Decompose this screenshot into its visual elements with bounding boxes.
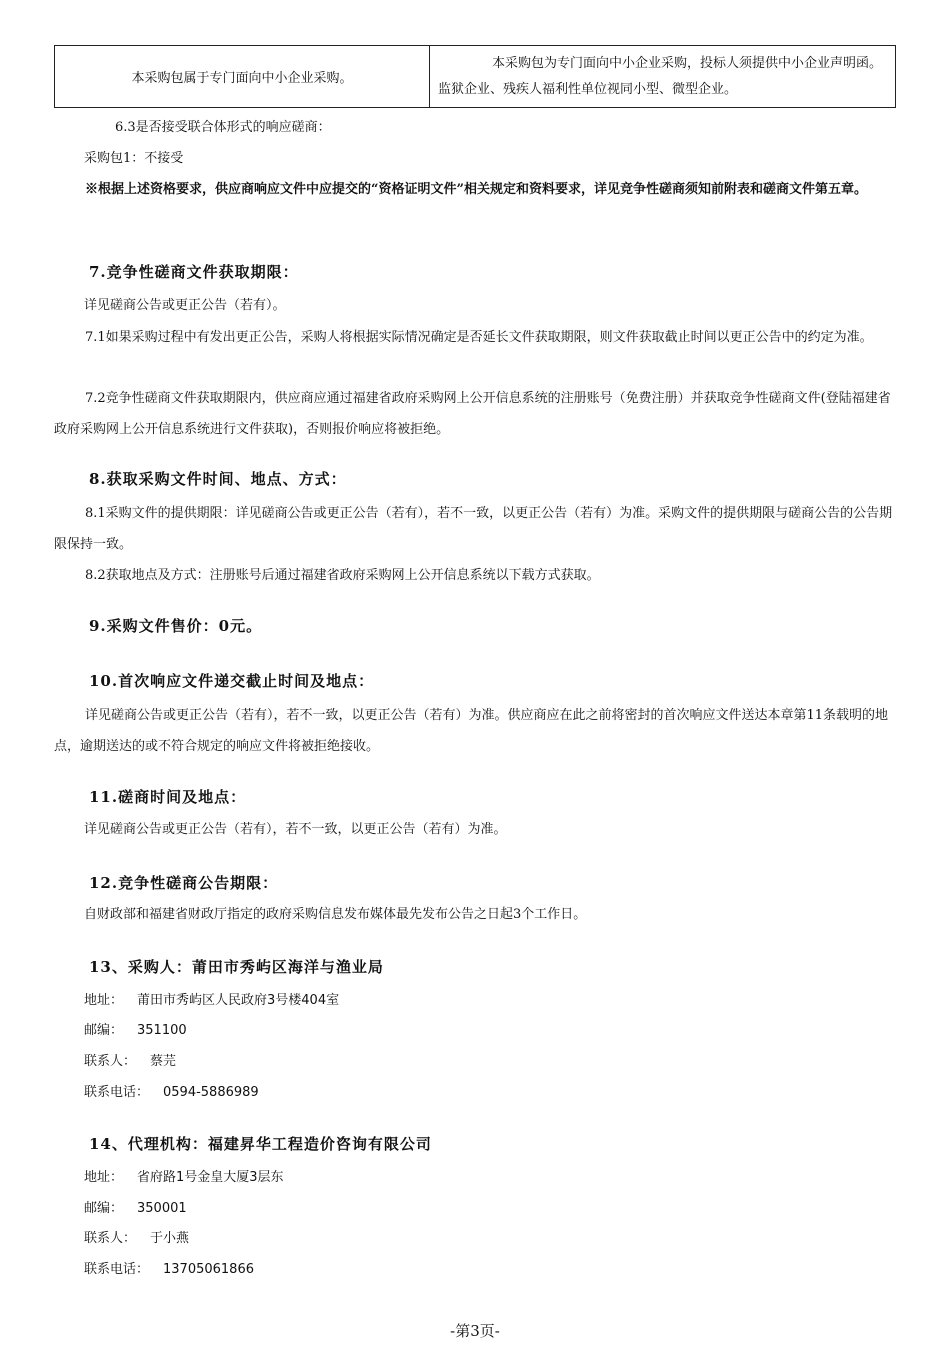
procurement-table (54, 45, 896, 108)
section-7-heading: 7.竞争性磋商文件获取期限： (89, 263, 299, 281)
paragraph-7-2: 7.2竞争性磋商文件获取期限内，供应商应通过福建省政府采购网上公开信息系统的注册账号（免费注册）并获取竞争性磋商文件(登陆福建省政府采购网上公开信息系统进行文件获取)，否则报价响应将被拒绝。 (54, 391, 891, 437)
section-10-text: 详见磋商公告或更正公告（若有），若不一致，以更正公告（若有）为准。供应商应在此之前将密封的首次响应文件送达本章第11条载明的地点，逾期送达的或不符合规定的响应文件将被拒绝接收。 (54, 708, 889, 754)
purchaser-zip: 邮编： 351100 (84, 1023, 187, 1038)
purchaser-phone: 联系电话： 0594-5886989 (84, 1085, 259, 1100)
paragraph-8-1: 8.1采购文件的提供期限：详见磋商公告或更正公告（若有），若不一致，以更正公告（若有）为准。采购文件的提供期限与磋商公告的公告期限保持一致。 (54, 506, 893, 552)
table-right-cell: 本采购包为专门面向中小企业采购，投标人须提供中小企业声明函。监狱企业、残疾人福利性单位视同小型、微型企业。 (438, 56, 883, 97)
paragraph-7-1: 7.1如果采购过程中有发出更正公告，采购人将根据实际情况确定是否延长文件获取期限，则文件获取截止时间以更正公告中的约定为准。 (85, 330, 873, 345)
section-11-text: 详见磋商公告或更正公告（若有），若不一致，以更正公告（若有）为准。 (84, 822, 507, 837)
section-12-heading: 12.竞争性磋商公告期限： (89, 874, 279, 892)
section-14-heading: 14、代理机构：福建昇华工程造价咨询有限公司 (89, 1135, 432, 1153)
purchaser-contact: 联系人： 蔡芫 (84, 1054, 177, 1069)
agency-zip: 邮编： 350001 (84, 1201, 187, 1216)
section-8-heading: 8.获取采购文件时间、地点、方式： (89, 470, 347, 488)
agency-address: 地址： 省府路1号金皇大厦3层东 (84, 1170, 284, 1185)
section-13-heading: 13、采购人：莆田市秀屿区海洋与渔业局 (89, 958, 384, 976)
paragraph-8-2: 8.2获取地点及方式：注册账号后通过福建省政府采购网上公开信息系统以下载方式获取。 (85, 568, 600, 583)
table-left-cell: 本采购包属于专门面向中小企业采购。 (55, 46, 430, 107)
package-acceptance: 采购包1：不接受 (84, 151, 184, 166)
section-11-heading: 11.磋商时间及地点： (89, 788, 247, 806)
section-12-text: 自财政部和福建省财政厅指定的政府采购信息发布媒体最先发布公告之日起3个工作日。 (84, 907, 587, 922)
agency-phone: 联系电话： 13705061866 (84, 1262, 254, 1277)
qualification-note: ※根据上述资格要求，供应商响应文件中应提交的“资格证明文件”相关规定和资料要求，详见竞争性磋商须知前附表和磋商文件第五章。 (85, 182, 867, 197)
section-7-line: 详见磋商公告或更正公告（若有）。 (84, 298, 286, 313)
agency-contact: 联系人： 于小燕 (84, 1231, 190, 1246)
section-10-heading: 10.首次响应文件递交截止时间及地点： (89, 672, 375, 690)
section-9-heading: 9.采购文件售价：0元。 (89, 617, 263, 635)
purchaser-address: 地址： 莆田市秀屿区人民政府3号楼404室 (84, 993, 340, 1008)
item-6-3: 6.3是否接受联合体形式的响应磋商： (115, 120, 331, 135)
page-number: -第3页- (450, 1322, 500, 1340)
